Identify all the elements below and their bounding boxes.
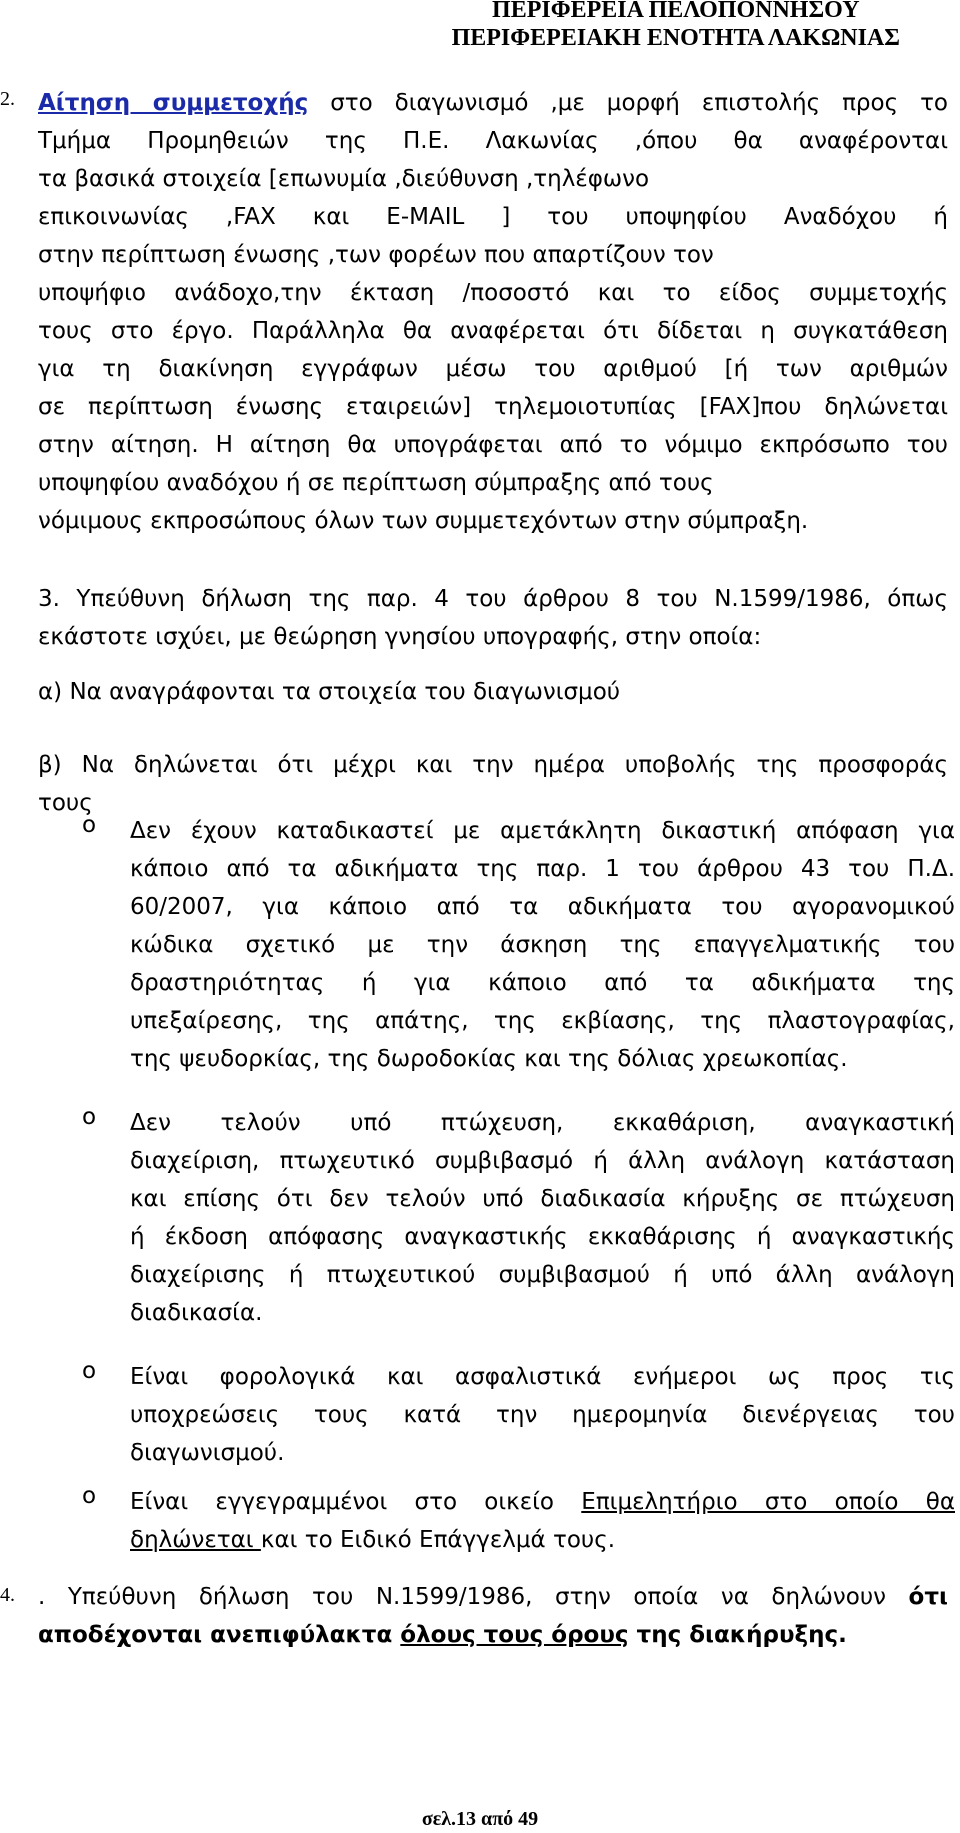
item-2-line: νόμιμους εκπροσώπους όλων των συμμετεχόντων στην σύμπραξη. [38, 508, 809, 534]
item-3-line: 3. Υπεύθυνη δήλωση της παρ. 4 του άρθρου 8 του Ν.1599/1986, όπως [38, 586, 948, 612]
page-number: σελ.13 από 49 [421, 1808, 539, 1830]
bullet-marker: o [82, 812, 97, 838]
item-3-b: β) Να δηλώνεται ότι μέχρι και την ημέρα υποβολής της προσφοράς τους [38, 752, 948, 816]
bullet-item: Δεν τελούν υπό πτώχευση, εκκαθάριση, αναγκαστική διαχείριση, πτωχευτικό συμβιβασμό ή άλλη ανάλογη κατάσταση και επίσης ότι δεν τελούν υπό διαδικασία κήρυξης σε πτώχευση ή έκδοση απόφασης αναγκαστικής εκκαθάρισης ή αναγκαστικής διαχείρισης ή πτωχευτικού συμβιβασμού ή υπό άλλη ανάλογη διαδικασία. [130, 1110, 955, 1326]
bullet-marker: o [82, 1483, 97, 1509]
bullet-item: Είναι φορολογικά και ασφαλιστικά ενήμεροι ως προς τις υποχρεώσεις τους κατά την ημερομηνία διενέργειας του διαγωνισμού. [130, 1364, 955, 1466]
item-2-line: στην περίπτωση ένωσης ,των φορέων που απαρτίζουν τον [38, 242, 714, 268]
header-unit: ΠΕΡΙΦΕΡΕΙΑΚΗ ΕΝΟΤΗΤΑ ΛΑΚΩΝΙΑΣ [451, 25, 900, 51]
item-2-line: για τη διακίνηση εγγράφων μέσω του αριθμού [ή των αριθμών [38, 356, 948, 382]
item-2-line: Τμήμα Προμηθειών της Π.Ε. Λακωνίας ,όπου θα αναφέρονται [38, 128, 948, 154]
item-3-line: εκάστοτε ισχύει, με θεώρηση γνησίου υπογραφής, στην οποία: [38, 624, 762, 650]
item-2-line: τα βασικά στοιχεία [επωνυμία ,διεύθυνση ,τηλέφωνο [38, 166, 650, 192]
item-2-line: Αίτηση συμμετοχής στο διαγωνισμό ,με μορφή επιστολής προς το [38, 90, 948, 116]
item-3-paragraph [38, 580, 948, 656]
bullet-marker: o [82, 1358, 97, 1384]
item-3-a: α) Να αναγράφονται τα στοιχεία του διαγωνισμού [38, 679, 621, 705]
item-2-line: στην αίτηση. Η αίτηση θα υπογράφεται από το νόμιμο εκπρόσωπο του [38, 432, 948, 458]
item-2-paragraph [38, 84, 948, 540]
header-region: ΠΕΡΙΦΕΡΕΙΑ ΠΕΛΟΠΟΝΝΗΣΟΥ [492, 0, 860, 23]
bullet-item: Είναι εγγεγραμμένοι στο οικείο Επιμελητήριο στο οποίο θα δηλώνεται και το Ειδικό Επάγγελμά τους. [130, 1489, 955, 1553]
item-2-line: τους στο έργο. Παράλληλα θα αναφέρεται ότι δίδεται η συγκατάθεση [38, 318, 948, 344]
item-2-title: Αίτηση συμμετοχής [38, 90, 309, 116]
bullet-marker: o [82, 1104, 97, 1130]
item-4-number: 4. [0, 1584, 15, 1606]
item-2-line: σε περίπτωση ένωσης εταιρειών] τηλεμοιοτυπίας [FAX]που δηλώνεται [38, 394, 948, 420]
chamber-underlined: Επιμελητήριο στο οποίο θα [581, 1489, 955, 1515]
item-4-paragraph: . Υπεύθυνη δήλωση του Ν.1599/1986, στην οποία να δηλώνουν ότι αποδέχονται ανεπιφύλακτα όλους τους όρους της διακήρυξης. [38, 1584, 948, 1648]
item-2-line: υποψηφίου αναδόχου ή σε περίπτωση σύμπραξης από τους [38, 470, 714, 496]
bullet-item: Δεν έχουν καταδικαστεί με αμετάκλητη δικαστική απόφαση για κάποιο από τα αδικήματα της παρ. 1 του άρθρου 43 του Π.Δ. 60/2007, για κάποιο από τα αδικήματα του αγορανομικού κώδικα σχετικό με την άσκηση της επαγγελματικής του δραστηριότητας ή για κάποιο από τα αδικήματα της υπεξαίρεσης, της απάτης, της εκβίασης, της πλαστογραφίας, της ψευδορκίας, της δωροδοκίας και της δόλιας χρεωκοπίας. [130, 818, 955, 1072]
item-2-number: 2. [0, 88, 15, 110]
page-header [452, 0, 900, 52]
item-2-line: επικοινωνίας ,FAX και E-MAIL ] του υποψηφίου Αναδόχου ή [38, 204, 948, 230]
item-2-line: υποψήφιο ανάδοχο,την έκταση /ποσοστό και το είδος συμμετοχής [38, 280, 948, 306]
